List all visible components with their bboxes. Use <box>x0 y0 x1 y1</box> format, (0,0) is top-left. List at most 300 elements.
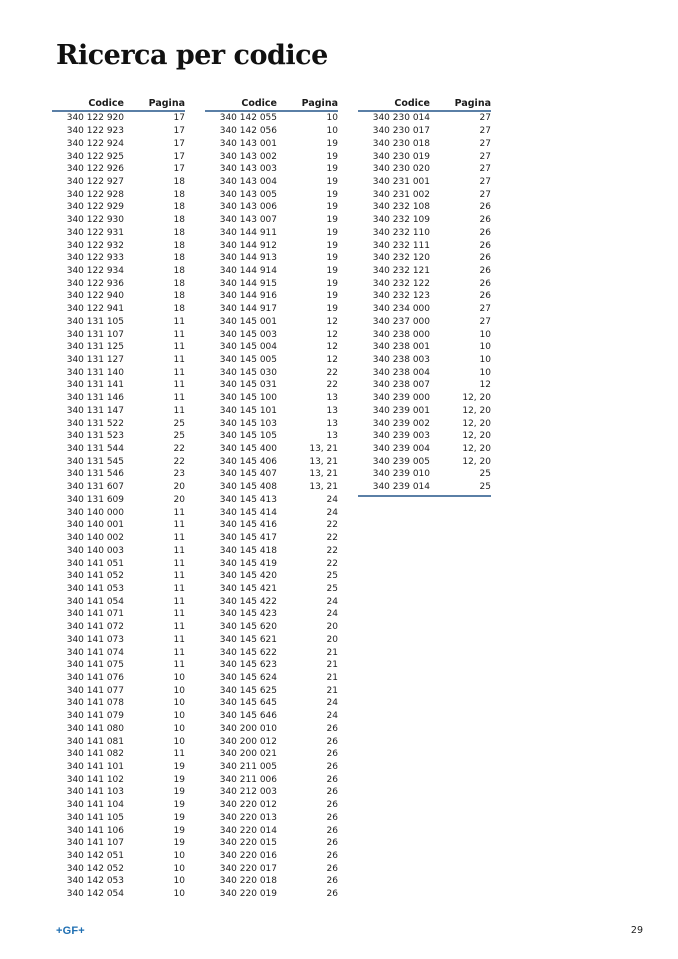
code-cell: 340 238 003 <box>372 355 430 366</box>
page-cell: 19 <box>173 762 185 773</box>
code-cell: 340 143 007 <box>219 215 277 226</box>
code-cell: 340 145 406 <box>219 456 277 467</box>
table-row <box>52 366 185 379</box>
page-cell: 10 <box>173 672 185 683</box>
code-cell: 340 234 000 <box>372 304 430 315</box>
code-cell: 340 131 141 <box>66 380 124 391</box>
code-cell: 340 142 055 <box>219 113 277 124</box>
table-row <box>52 214 185 227</box>
table-row <box>358 392 491 405</box>
code-list <box>52 112 185 901</box>
table-row <box>52 786 185 799</box>
table-row <box>205 583 338 596</box>
page-cell: 12, 20 <box>462 405 491 416</box>
code-cell: 340 200 012 <box>219 736 277 747</box>
table-row <box>205 544 338 557</box>
page-cell: 12 <box>326 355 338 366</box>
page-cell: 17 <box>173 138 185 149</box>
table-row <box>52 468 185 481</box>
code-cell: 340 239 002 <box>372 418 430 429</box>
table-row <box>52 608 185 621</box>
page-cell: 11 <box>173 660 185 671</box>
table-row <box>52 646 185 659</box>
page-cell: 27 <box>479 126 491 137</box>
code-cell: 340 143 002 <box>219 151 277 162</box>
code-cell: 340 232 121 <box>372 265 430 276</box>
code-cell: 340 122 923 <box>66 126 124 137</box>
page-cell: 13, 21 <box>309 444 338 455</box>
page-cell: 24 <box>326 507 338 518</box>
page-cell: 10 <box>479 355 491 366</box>
code-cell: 340 232 109 <box>372 215 430 226</box>
table-row <box>205 735 338 748</box>
table-row <box>358 455 491 468</box>
table-row <box>358 366 491 379</box>
code-cell: 340 143 001 <box>219 138 277 149</box>
table-row <box>205 290 338 303</box>
code-cell: 340 122 928 <box>66 189 124 200</box>
table-row <box>205 163 338 176</box>
table-row <box>52 544 185 557</box>
table-row <box>205 417 338 430</box>
page-cell: 10 <box>173 851 185 862</box>
code-cell: 340 141 105 <box>66 812 124 823</box>
page-cell: 11 <box>173 647 185 658</box>
page-cell: 11 <box>173 393 185 404</box>
page-cell: 22 <box>326 520 338 531</box>
table-row <box>52 443 185 456</box>
table-row <box>52 417 185 430</box>
table-row <box>205 684 338 697</box>
page-cell: 13 <box>326 418 338 429</box>
code-cell: 340 220 018 <box>219 876 277 887</box>
code-cell: 340 131 546 <box>66 469 124 480</box>
table-row <box>205 494 338 507</box>
page-cell: 19 <box>326 202 338 213</box>
page-header: Pagina <box>148 98 185 109</box>
table-row <box>52 176 185 189</box>
code-cell: 340 140 002 <box>66 533 124 544</box>
code-cell: 340 131 146 <box>66 393 124 404</box>
table-row <box>358 112 491 125</box>
page-cell: 11 <box>173 545 185 556</box>
table-row <box>358 354 491 367</box>
table-row <box>358 125 491 138</box>
page-cell: 24 <box>326 711 338 722</box>
code-cell: 340 232 122 <box>372 278 430 289</box>
page-cell: 18 <box>173 265 185 276</box>
page-cell: 10 <box>173 685 185 696</box>
page-cell: 26 <box>326 825 338 836</box>
code-cell: 340 145 625 <box>219 685 277 696</box>
code-cell: 340 144 917 <box>219 304 277 315</box>
table-row <box>52 621 185 634</box>
page-cell: 10 <box>173 711 185 722</box>
table-row <box>52 761 185 774</box>
page-cell: 11 <box>173 596 185 607</box>
page-cell: 12, 20 <box>462 393 491 404</box>
table-row <box>205 786 338 799</box>
code-cell: 340 122 927 <box>66 176 124 187</box>
code-cell: 340 232 111 <box>372 240 430 251</box>
table-row <box>52 265 185 278</box>
code-cell: 340 232 110 <box>372 227 430 238</box>
table-row <box>52 494 185 507</box>
table-row <box>358 417 491 430</box>
code-cell: 340 141 107 <box>66 838 124 849</box>
page-cell: 20 <box>173 482 185 493</box>
page-cell: 11 <box>173 355 185 366</box>
code-column-1 <box>52 92 185 901</box>
code-cell: 340 145 413 <box>219 494 277 505</box>
page-number: 29 <box>630 925 643 936</box>
table-row <box>52 163 185 176</box>
code-cell: 340 140 001 <box>66 520 124 531</box>
code-cell: 340 131 147 <box>66 405 124 416</box>
table-row <box>205 672 338 685</box>
table-row <box>52 583 185 596</box>
page-cell: 22 <box>173 444 185 455</box>
code-cell: 340 140 000 <box>66 507 124 518</box>
code-cell: 340 122 924 <box>66 138 124 149</box>
page-cell: 17 <box>173 164 185 175</box>
page-cell: 11 <box>173 609 185 620</box>
table-row <box>52 888 185 901</box>
table-row <box>205 226 338 239</box>
page-cell: 26 <box>479 215 491 226</box>
code-cell: 340 143 005 <box>219 189 277 200</box>
page-cell: 26 <box>326 774 338 785</box>
page-cell: 19 <box>326 304 338 315</box>
page-cell: 18 <box>173 253 185 264</box>
page-title: Ricerca per codice <box>56 40 328 71</box>
code-cell: 340 211 005 <box>219 762 277 773</box>
table-row <box>205 723 338 736</box>
page-cell: 11 <box>173 342 185 353</box>
code-cell: 340 239 005 <box>372 456 430 467</box>
page-cell: 26 <box>326 889 338 900</box>
code-cell: 340 141 077 <box>66 685 124 696</box>
table-row <box>52 570 185 583</box>
table-row <box>358 176 491 189</box>
table-row <box>52 430 185 443</box>
table-row <box>205 468 338 481</box>
page-cell: 12, 20 <box>462 431 491 442</box>
page-cell: 13 <box>326 431 338 442</box>
code-cell: 340 131 607 <box>66 482 124 493</box>
table-row <box>205 710 338 723</box>
page-cell: 22 <box>326 533 338 544</box>
table-row <box>205 748 338 761</box>
code-cell: 340 145 420 <box>219 571 277 582</box>
table-row <box>205 875 338 888</box>
code-cell: 340 131 609 <box>66 494 124 505</box>
page-cell: 19 <box>173 787 185 798</box>
page-cell: 26 <box>326 812 338 823</box>
code-cell: 340 144 912 <box>219 240 277 251</box>
table-row <box>358 341 491 354</box>
table-row <box>205 532 338 545</box>
page-cell: 11 <box>173 507 185 518</box>
table-row <box>52 633 185 646</box>
table-row <box>52 481 185 494</box>
code-cell: 340 122 934 <box>66 265 124 276</box>
code-cell: 340 145 645 <box>219 698 277 709</box>
page-cell: 11 <box>173 634 185 645</box>
page-cell: 13, 21 <box>309 469 338 480</box>
code-cell: 340 131 544 <box>66 444 124 455</box>
page-cell: 12 <box>479 380 491 391</box>
code-cell: 340 131 125 <box>66 342 124 353</box>
page-cell: 11 <box>173 622 185 633</box>
code-cell: 340 143 004 <box>219 176 277 187</box>
code-cell: 340 141 071 <box>66 609 124 620</box>
code-cell: 340 131 140 <box>66 367 124 378</box>
table-row <box>205 481 338 494</box>
table-row <box>358 226 491 239</box>
page-cell: 27 <box>479 138 491 149</box>
table-row <box>52 532 185 545</box>
page-cell: 20 <box>326 622 338 633</box>
code-cell: 340 230 017 <box>372 126 430 137</box>
table-row <box>358 277 491 290</box>
code-cell: 340 122 925 <box>66 151 124 162</box>
code-cell: 340 145 624 <box>219 672 277 683</box>
table-row <box>205 557 338 570</box>
table-row <box>52 557 185 570</box>
table-row <box>52 748 185 761</box>
page-cell: 10 <box>479 367 491 378</box>
page-cell: 26 <box>326 851 338 862</box>
table-row <box>358 163 491 176</box>
table-row <box>205 812 338 825</box>
code-cell: 340 239 003 <box>372 431 430 442</box>
code-cell: 340 131 107 <box>66 329 124 340</box>
page-cell: 10 <box>479 342 491 353</box>
table-row <box>52 277 185 290</box>
page-cell: 20 <box>173 494 185 505</box>
page-cell: 19 <box>173 800 185 811</box>
page-cell: 26 <box>479 278 491 289</box>
code-cell: 340 238 001 <box>372 342 430 353</box>
table-row <box>52 850 185 863</box>
code-cell: 340 141 054 <box>66 596 124 607</box>
table-row <box>205 697 338 710</box>
page-cell: 19 <box>173 838 185 849</box>
table-row <box>205 621 338 634</box>
code-cell: 340 239 001 <box>372 405 430 416</box>
table-row <box>205 862 338 875</box>
table-row <box>205 850 338 863</box>
page-cell: 26 <box>326 787 338 798</box>
page-cell: 19 <box>326 240 338 251</box>
table-row <box>358 468 491 481</box>
code-cell: 340 145 100 <box>219 393 277 404</box>
code-cell: 340 145 004 <box>219 342 277 353</box>
page-cell: 10 <box>326 113 338 124</box>
page-cell: 19 <box>173 825 185 836</box>
code-cell: 340 131 545 <box>66 456 124 467</box>
page-cell: 26 <box>479 253 491 264</box>
page-cell: 22 <box>326 367 338 378</box>
code-cell: 340 141 106 <box>66 825 124 836</box>
code-cell: 340 131 127 <box>66 355 124 366</box>
page-cell: 26 <box>479 227 491 238</box>
page-cell: 10 <box>173 736 185 747</box>
page-cell: 12, 20 <box>462 418 491 429</box>
page-cell: 19 <box>326 189 338 200</box>
code-header: Codice <box>394 98 430 109</box>
page-cell: 25 <box>479 469 491 480</box>
code-cell: 340 220 017 <box>219 863 277 874</box>
page-cell: 13, 21 <box>309 482 338 493</box>
page-cell: 19 <box>326 176 338 187</box>
table-row <box>205 405 338 418</box>
table-row <box>52 595 185 608</box>
code-cell: 340 145 105 <box>219 431 277 442</box>
code-cell: 340 122 936 <box>66 278 124 289</box>
page-cell: 24 <box>326 698 338 709</box>
code-cell: 340 145 646 <box>219 711 277 722</box>
table-row <box>205 646 338 659</box>
page-cell: 19 <box>326 291 338 302</box>
code-cell: 340 122 941 <box>66 304 124 315</box>
code-cell: 340 131 523 <box>66 431 124 442</box>
code-header: Codice <box>88 98 124 109</box>
table-row <box>205 761 338 774</box>
page-cell: 19 <box>173 774 185 785</box>
table-row <box>205 519 338 532</box>
code-cell: 340 220 016 <box>219 851 277 862</box>
code-cell: 340 142 053 <box>66 876 124 887</box>
table-row <box>52 137 185 150</box>
code-cell: 340 141 052 <box>66 571 124 582</box>
page-cell: 10 <box>173 889 185 900</box>
code-cell: 340 238 007 <box>372 380 430 391</box>
table-row <box>52 252 185 265</box>
table-row <box>52 112 185 125</box>
code-cell: 340 220 014 <box>219 825 277 836</box>
page-cell: 27 <box>479 164 491 175</box>
page-cell: 19 <box>326 227 338 238</box>
page-cell: 18 <box>173 304 185 315</box>
code-cell: 340 141 072 <box>66 622 124 633</box>
page-header: Pagina <box>454 98 491 109</box>
page-cell: 11 <box>173 405 185 416</box>
table-row <box>358 443 491 456</box>
page-cell: 12, 20 <box>462 456 491 467</box>
page-cell: 19 <box>326 164 338 175</box>
code-cell: 340 141 078 <box>66 698 124 709</box>
table-row <box>205 379 338 392</box>
page-cell: 26 <box>326 800 338 811</box>
code-cell: 340 144 911 <box>219 227 277 238</box>
code-cell: 340 142 051 <box>66 851 124 862</box>
page-cell: 26 <box>479 291 491 302</box>
code-cell: 340 145 622 <box>219 647 277 658</box>
code-cell: 340 230 014 <box>372 113 430 124</box>
code-cell: 340 144 913 <box>219 253 277 264</box>
table-row <box>205 392 338 405</box>
page-cell: 10 <box>173 863 185 874</box>
table-row <box>205 265 338 278</box>
table-row <box>52 659 185 672</box>
page-cell: 17 <box>173 151 185 162</box>
page-cell: 25 <box>479 482 491 493</box>
code-cell: 340 131 105 <box>66 316 124 327</box>
table-row <box>205 316 338 329</box>
code-cell: 340 141 076 <box>66 672 124 683</box>
code-list <box>358 112 491 494</box>
table-row <box>52 672 185 685</box>
code-cell: 340 143 006 <box>219 202 277 213</box>
code-cell: 340 122 926 <box>66 164 124 175</box>
page-cell: 26 <box>479 265 491 276</box>
table-row <box>52 188 185 201</box>
table-row <box>52 837 185 850</box>
code-cell: 340 238 000 <box>372 329 430 340</box>
code-cell: 340 145 101 <box>219 405 277 416</box>
code-cell: 340 232 120 <box>372 253 430 264</box>
page-header: Pagina <box>301 98 338 109</box>
code-cell: 340 145 419 <box>219 558 277 569</box>
page-cell: 11 <box>173 749 185 760</box>
table-row <box>205 303 338 316</box>
code-column-2 <box>205 92 338 901</box>
code-cell: 340 122 932 <box>66 240 124 251</box>
code-cell: 340 145 421 <box>219 583 277 594</box>
code-cell: 340 239 010 <box>372 469 430 480</box>
table-row <box>52 812 185 825</box>
code-cell: 340 122 933 <box>66 253 124 264</box>
page-cell: 19 <box>326 253 338 264</box>
table-row <box>205 773 338 786</box>
page-cell: 25 <box>326 583 338 594</box>
page-cell: 19 <box>326 151 338 162</box>
table-row <box>205 112 338 125</box>
code-cell: 340 122 930 <box>66 215 124 226</box>
page-cell: 25 <box>326 571 338 582</box>
code-cell: 340 237 000 <box>372 316 430 327</box>
table-row <box>205 824 338 837</box>
code-cell: 340 145 621 <box>219 634 277 645</box>
code-cell: 340 145 005 <box>219 355 277 366</box>
code-cell: 340 145 417 <box>219 533 277 544</box>
table-row <box>52 226 185 239</box>
code-cell: 340 141 080 <box>66 723 124 734</box>
page-cell: 11 <box>173 367 185 378</box>
code-cell: 340 232 108 <box>372 202 430 213</box>
table-row <box>52 379 185 392</box>
page-cell: 21 <box>326 660 338 671</box>
code-cell: 340 230 018 <box>372 138 430 149</box>
page-cell: 18 <box>173 189 185 200</box>
table-row <box>52 201 185 214</box>
table-row <box>205 328 338 341</box>
page-cell: 11 <box>173 520 185 531</box>
table-row <box>205 430 338 443</box>
page-cell: 10 <box>173 723 185 734</box>
page-cell: 26 <box>326 876 338 887</box>
table-row <box>52 862 185 875</box>
page-cell: 17 <box>173 113 185 124</box>
code-cell: 340 200 021 <box>219 749 277 760</box>
table-row <box>205 366 338 379</box>
code-cell: 340 232 123 <box>372 291 430 302</box>
page-cell: 11 <box>173 571 185 582</box>
page-cell: 17 <box>173 126 185 137</box>
table-row <box>52 290 185 303</box>
